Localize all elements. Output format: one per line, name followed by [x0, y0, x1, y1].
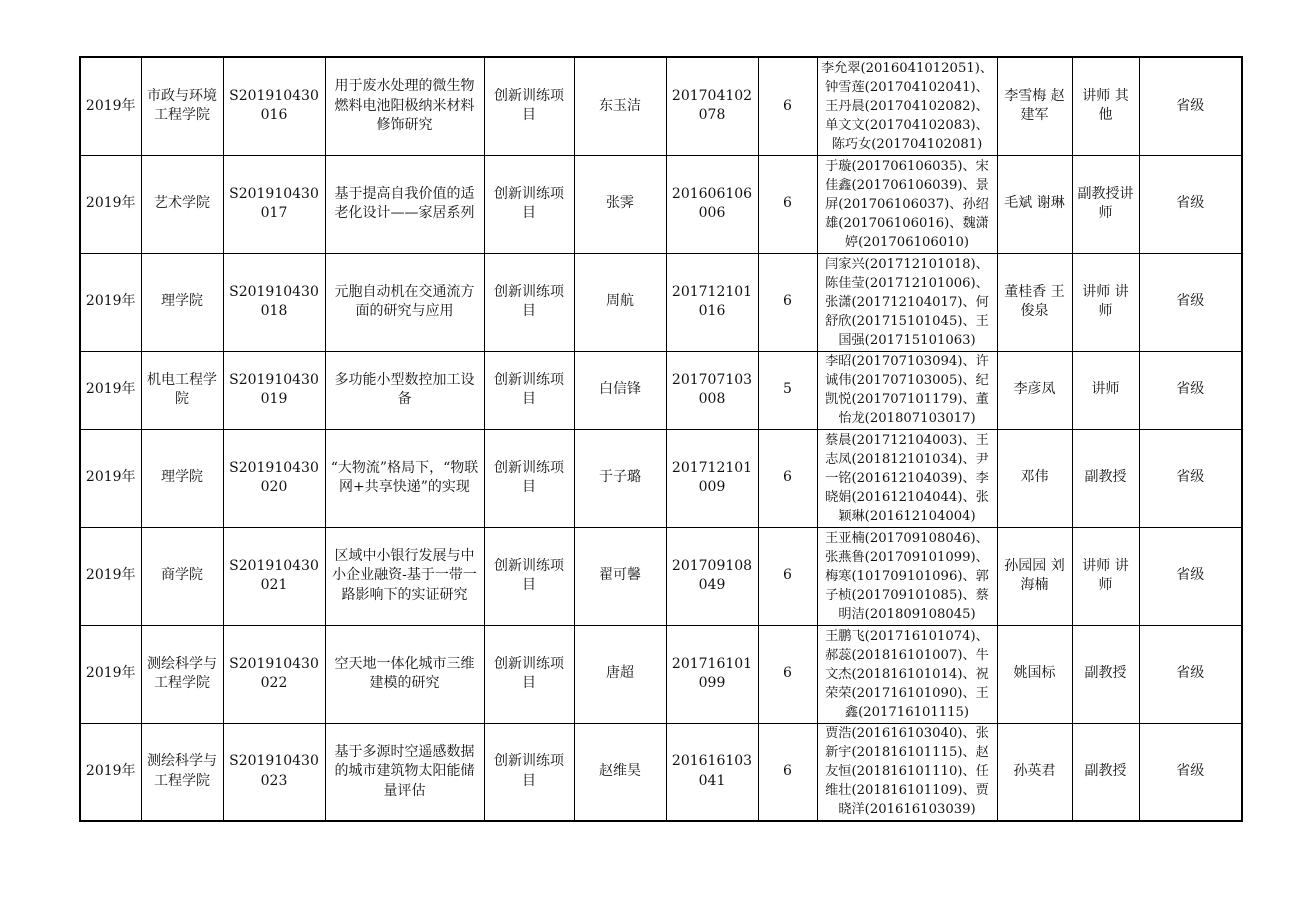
- project-id-cell: S201910430022: [223, 625, 325, 723]
- members-cell: 于璇(201706106035)、宋佳鑫(201706106039)、景屏(201706106037)、孙绍雄(201706106016)、魏潇婷(201706106010): [817, 155, 997, 253]
- leader-cell: 张霁: [574, 155, 666, 253]
- project-name-cell: 用于废水处理的微生物燃料电池阳极纳米材料修饰研究: [325, 57, 484, 155]
- table-row: [80, 155, 1242, 253]
- project-id-cell: S201910430019: [223, 351, 325, 429]
- member-count-cell: 6: [758, 57, 817, 155]
- project-id-cell: S201910430018: [223, 253, 325, 351]
- advisor-titles-cell: 副教授: [1072, 429, 1139, 527]
- members-cell: 闫家兴(201712101018)、陈佳莹(201712101006)、张潇(201712104017)、何舒欣(201715101045)、王国强(201715101063): [817, 253, 997, 351]
- members-cell: 王鹏飞(201716101074)、郝蕊(201816101007)、牛文杰(201816101014)、祝荣荣(201716101090)、王鑫(201716101115): [817, 625, 997, 723]
- level-cell: 省级: [1139, 625, 1242, 723]
- project-type-cell: 创新训练项目: [484, 429, 574, 527]
- advisor-titles-cell: 副教授讲师: [1072, 155, 1139, 253]
- member-count-cell: 5: [758, 351, 817, 429]
- advisor-titles-cell: 副教授: [1072, 723, 1139, 821]
- college-cell: 市政与环境工程学院: [141, 57, 223, 155]
- table-row: [80, 57, 1242, 155]
- members-cell: 蔡晨(201712104003)、王志凤(201812101034)、尹一铭(201612104039)、李晓娟(201612104044)、张颖琳(201612104004): [817, 429, 997, 527]
- year-cell: 2019年: [80, 57, 141, 155]
- leader-id-cell: 201716101099: [666, 625, 758, 723]
- college-cell: 理学院: [141, 253, 223, 351]
- project-name-cell: 区域中小银行发展与中小企业融资-基于一带一路影响下的实证研究: [325, 527, 484, 625]
- year-cell: 2019年: [80, 527, 141, 625]
- member-count-cell: 6: [758, 527, 817, 625]
- leader-id-cell: 201616103041: [666, 723, 758, 821]
- project-name-cell: 基于多源时空遥感数据的城市建筑物太阳能储量评估: [325, 723, 484, 821]
- project-id-cell: S201910430017: [223, 155, 325, 253]
- project-type-cell: 创新训练项目: [484, 57, 574, 155]
- advisors-cell: 李雪梅 赵建军: [997, 57, 1072, 155]
- leader-cell: 唐超: [574, 625, 666, 723]
- level-cell: 省级: [1139, 527, 1242, 625]
- project-name-cell: 空天地一体化城市三维建模的研究: [325, 625, 484, 723]
- project-name-cell: 基于提高自我价值的适老化设计——家居系列: [325, 155, 484, 253]
- level-cell: 省级: [1139, 253, 1242, 351]
- leader-cell: 翟可馨: [574, 527, 666, 625]
- advisors-cell: 毛斌 谢琳: [997, 155, 1072, 253]
- member-count-cell: 6: [758, 723, 817, 821]
- advisor-titles-cell: 讲师 其他: [1072, 57, 1139, 155]
- member-count-cell: 6: [758, 253, 817, 351]
- advisor-titles-cell: 讲师: [1072, 351, 1139, 429]
- table-row: [80, 351, 1242, 429]
- project-id-cell: S201910430021: [223, 527, 325, 625]
- college-cell: 测绘科学与工程学院: [141, 723, 223, 821]
- advisors-cell: 孙英君: [997, 723, 1072, 821]
- level-cell: 省级: [1139, 723, 1242, 821]
- project-type-cell: 创新训练项目: [484, 351, 574, 429]
- leader-cell: 赵维昊: [574, 723, 666, 821]
- members-cell: 王亚楠(201709108046)、张燕鲁(201709101099)、梅寒(101709101096)、郭子桢(201709101085)、蔡明洁(201809108045): [817, 527, 997, 625]
- level-cell: 省级: [1139, 155, 1242, 253]
- year-cell: 2019年: [80, 351, 141, 429]
- members-cell: 贾浩(201616103040)、张新宇(201816101115)、赵友恒(201816101110)、任维壮(201816101109)、贾晓洋(201616103039): [817, 723, 997, 821]
- college-cell: 测绘科学与工程学院: [141, 625, 223, 723]
- college-cell: 艺术学院: [141, 155, 223, 253]
- table-row: [80, 429, 1242, 527]
- leader-id-cell: 201712101009: [666, 429, 758, 527]
- advisors-cell: 孙园园 刘海楠: [997, 527, 1072, 625]
- project-id-cell: S201910430016: [223, 57, 325, 155]
- level-cell: 省级: [1139, 429, 1242, 527]
- member-count-cell: 6: [758, 155, 817, 253]
- member-count-cell: 6: [758, 429, 817, 527]
- project-id-cell: S201910430023: [223, 723, 325, 821]
- leader-id-cell: 201606106006: [666, 155, 758, 253]
- project-type-cell: 创新训练项目: [484, 723, 574, 821]
- leader-cell: 东玉洁: [574, 57, 666, 155]
- advisors-cell: 李彦凤: [997, 351, 1072, 429]
- year-cell: 2019年: [80, 155, 141, 253]
- table-row: [80, 723, 1242, 821]
- college-cell: 机电工程学院: [141, 351, 223, 429]
- leader-id-cell: 201707103008: [666, 351, 758, 429]
- member-count-cell: 6: [758, 625, 817, 723]
- project-table: [79, 56, 1243, 822]
- members-cell: 李昭(201707103094)、许诚伟(201707103005)、纪凯悦(201707101179)、董怡龙(201807103017): [817, 351, 997, 429]
- table-row: [80, 253, 1242, 351]
- project-type-cell: 创新训练项目: [484, 625, 574, 723]
- leader-id-cell: 201709108049: [666, 527, 758, 625]
- year-cell: 2019年: [80, 429, 141, 527]
- advisor-titles-cell: 讲师 讲师: [1072, 527, 1139, 625]
- leader-cell: 于子璐: [574, 429, 666, 527]
- level-cell: 省级: [1139, 351, 1242, 429]
- level-cell: 省级: [1139, 57, 1242, 155]
- project-name-cell: “大物流”格局下，“物联网+共享快递”的实现: [325, 429, 484, 527]
- project-name-cell: 多功能小型数控加工设备: [325, 351, 484, 429]
- leader-cell: 周航: [574, 253, 666, 351]
- advisors-cell: 董桂香 王俊泉: [997, 253, 1072, 351]
- year-cell: 2019年: [80, 723, 141, 821]
- year-cell: 2019年: [80, 625, 141, 723]
- leader-id-cell: 201704102078: [666, 57, 758, 155]
- project-name-cell: 元胞自动机在交通流方面的研究与应用: [325, 253, 484, 351]
- leader-cell: 白信锋: [574, 351, 666, 429]
- advisors-cell: 姚国标: [997, 625, 1072, 723]
- project-type-cell: 创新训练项目: [484, 527, 574, 625]
- table-row: [80, 527, 1242, 625]
- leader-id-cell: 201712101016: [666, 253, 758, 351]
- table-row: [80, 625, 1242, 723]
- advisor-titles-cell: 讲师 讲师: [1072, 253, 1139, 351]
- advisors-cell: 邓伟: [997, 429, 1072, 527]
- year-cell: 2019年: [80, 253, 141, 351]
- members-cell: 李允翠(2016041012051)、钟雪莲(201704102041)、王丹晨(201704102082)、单文文(201704102083)、陈巧女(201704102081): [817, 57, 997, 155]
- project-type-cell: 创新训练项目: [484, 253, 574, 351]
- project-type-cell: 创新训练项目: [484, 155, 574, 253]
- college-cell: 理学院: [141, 429, 223, 527]
- college-cell: 商学院: [141, 527, 223, 625]
- advisor-titles-cell: 副教授: [1072, 625, 1139, 723]
- project-id-cell: S201910430020: [223, 429, 325, 527]
